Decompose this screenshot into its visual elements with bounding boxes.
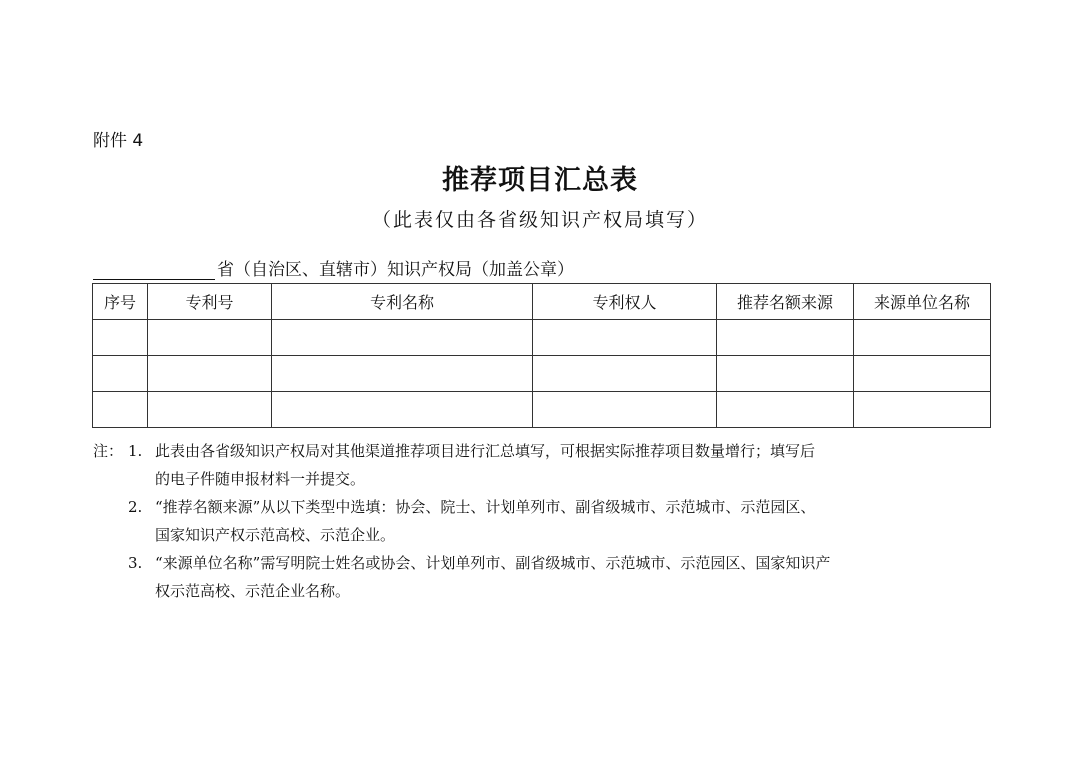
- note-item: [93, 549, 993, 577]
- header-quota-source: 推荐名额来源: [717, 284, 854, 320]
- table-cell[interactable]: [148, 320, 272, 356]
- note-item: [93, 437, 993, 465]
- table-cell[interactable]: [533, 320, 717, 356]
- table-cell[interactable]: [533, 356, 717, 392]
- summary-table: [92, 283, 991, 428]
- table-cell[interactable]: [533, 392, 717, 428]
- table-row: [93, 392, 991, 428]
- note-text: “推荐名额来源”从以下类型中选填：协会、院士、计划单列市、副省级城市、示范城市、示范园区、: [155, 498, 816, 516]
- note-text: 此表由各省级知识产权局对其他渠道推荐项目进行汇总填写，可根据实际推荐项目数量增行；填写后: [155, 442, 816, 460]
- table-cell[interactable]: [148, 356, 272, 392]
- org-line-text: 省（自治区、直辖市）知识产权局（加盖公章）: [217, 260, 574, 280]
- table-header-row: [93, 284, 991, 320]
- notes-section: [93, 437, 993, 605]
- header-patent-name: 专利名称: [272, 284, 533, 320]
- note-item: [93, 493, 993, 521]
- note-number: 2.: [128, 498, 143, 516]
- note-text-continued: 的电子件随申报材料一并提交。: [155, 470, 366, 488]
- table-cell[interactable]: [93, 392, 148, 428]
- notes-lead: 注：: [93, 442, 124, 460]
- table-cell[interactable]: [93, 320, 148, 356]
- table-cell[interactable]: [854, 392, 991, 428]
- header-serial: 序号: [93, 284, 148, 320]
- header-patent-number: 专利号: [148, 284, 272, 320]
- header-source-unit: 来源单位名称: [854, 284, 991, 320]
- table-cell[interactable]: [717, 392, 854, 428]
- table-cell[interactable]: [148, 392, 272, 428]
- table-cell[interactable]: [854, 356, 991, 392]
- note-text-continued: 权示范高校、示范企业名称。: [155, 582, 351, 600]
- org-name-blank[interactable]: [93, 261, 215, 280]
- note-text-continued: 国家知识产权示范高校、示范企业。: [155, 526, 396, 544]
- table-cell[interactable]: [717, 320, 854, 356]
- header-patentee: 专利权人: [533, 284, 717, 320]
- page-title: 推荐项目汇总表: [442, 165, 638, 196]
- table-cell[interactable]: [717, 356, 854, 392]
- table-cell[interactable]: [93, 356, 148, 392]
- table-cell[interactable]: [854, 320, 991, 356]
- attachment-label: 附件 4: [93, 131, 144, 151]
- note-text: “来源单位名称”需写明院士姓名或协会、计划单列市、副省级城市、示范城市、示范园区、国家知识产: [155, 554, 831, 572]
- table-row: [93, 356, 991, 392]
- org-line: [93, 255, 574, 280]
- table-cell[interactable]: [272, 392, 533, 428]
- note-number: 3.: [128, 554, 143, 572]
- page-subtitle: （此表仅由各省级知识产权局填写）: [371, 209, 708, 231]
- table-cell[interactable]: [272, 320, 533, 356]
- table-row: [93, 320, 991, 356]
- table-cell[interactable]: [272, 356, 533, 392]
- note-number: 1.: [128, 442, 143, 460]
